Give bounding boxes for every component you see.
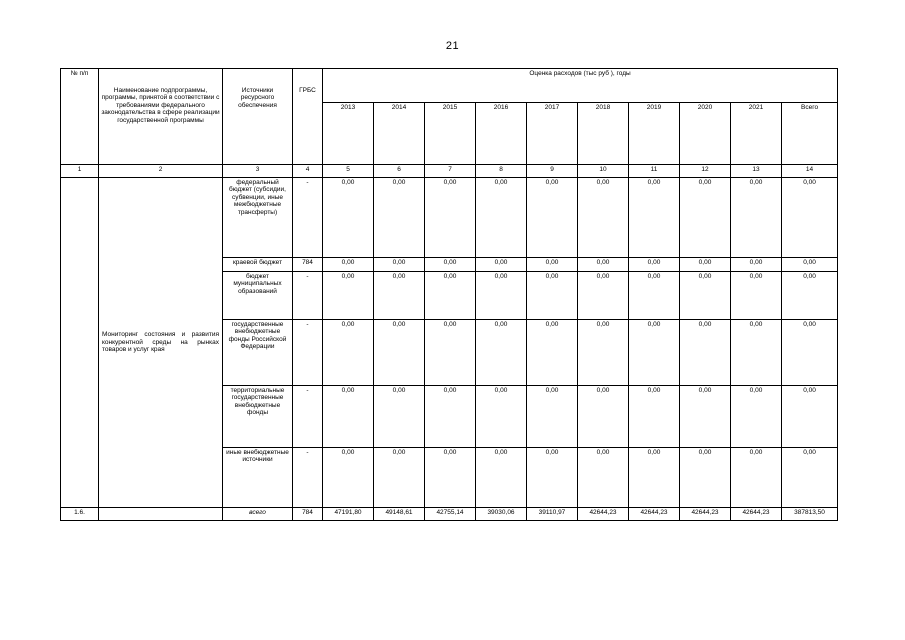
expense-value: 0,00 <box>782 272 838 320</box>
column-number: 7 <box>425 165 476 178</box>
column-number: 8 <box>476 165 527 178</box>
expense-value: 0,00 <box>374 448 425 508</box>
header-num: № п/п <box>61 69 99 165</box>
total-value: 39030,06 <box>476 508 527 521</box>
expense-value: 0,00 <box>527 258 578 272</box>
expense-value: 0,00 <box>476 258 527 272</box>
header-source: Источники ресурсного обеспечения <box>223 69 293 165</box>
expense-value: 0,00 <box>629 386 680 448</box>
expense-value: 0,00 <box>578 320 629 386</box>
expense-value: 0,00 <box>425 178 476 258</box>
column-number: 5 <box>323 165 374 178</box>
column-number: 3 <box>223 165 293 178</box>
expense-value: 0,00 <box>629 272 680 320</box>
expense-value: 0,00 <box>629 178 680 258</box>
header-grbs: ГРБС <box>293 69 323 165</box>
expense-value: 0,00 <box>476 448 527 508</box>
expense-value: 0,00 <box>374 386 425 448</box>
funding-source: иные внебюджетные источники <box>223 448 293 508</box>
expense-value: 0,00 <box>374 320 425 386</box>
program-name: Мониторинг состояния и развития конкурентной среды на рынках товаров и услуг края <box>99 178 223 508</box>
expense-value: 0,00 <box>425 320 476 386</box>
total-value: 42644,23 <box>578 508 629 521</box>
expense-value: 0,00 <box>680 272 731 320</box>
source-row <box>61 178 838 258</box>
expense-value: 0,00 <box>425 386 476 448</box>
expense-value: 0,00 <box>323 448 374 508</box>
total-value: 42644,23 <box>680 508 731 521</box>
expense-value: 0,00 <box>629 258 680 272</box>
expense-value: 0,00 <box>731 320 782 386</box>
expense-value: 0,00 <box>374 272 425 320</box>
funding-source: бюджет муниципальных образований <box>223 272 293 320</box>
expense-value: 0,00 <box>731 386 782 448</box>
total-label: всего <box>223 508 293 521</box>
page-number: 21 <box>445 40 460 52</box>
column-number: 10 <box>578 165 629 178</box>
expense-value: 0,00 <box>731 448 782 508</box>
column-number: 2 <box>99 165 223 178</box>
expense-value: 0,00 <box>680 320 731 386</box>
year-header-total: Всего <box>782 103 838 165</box>
column-number: 12 <box>680 165 731 178</box>
row-num-cell <box>61 178 99 508</box>
expense-value: 0,00 <box>629 320 680 386</box>
expense-value: 0,00 <box>578 272 629 320</box>
expense-value: 0,00 <box>782 258 838 272</box>
year-header: 2013 <box>323 103 374 165</box>
expense-value: 0,00 <box>476 272 527 320</box>
total-value: 42644,23 <box>629 508 680 521</box>
expense-value: 0,00 <box>782 448 838 508</box>
funding-source: государственные внебюджетные фонды Российской Федерации <box>223 320 293 386</box>
expense-value: 0,00 <box>578 386 629 448</box>
expense-value: 0,00 <box>527 320 578 386</box>
expense-value: 0,00 <box>629 448 680 508</box>
expense-value: 0,00 <box>425 258 476 272</box>
column-number: 14 <box>782 165 838 178</box>
expense-value: 0,00 <box>578 178 629 258</box>
expense-value: 0,00 <box>782 178 838 258</box>
expense-value: 0,00 <box>527 386 578 448</box>
total-value: 47191,80 <box>323 508 374 521</box>
funding-source: краевой бюджет <box>223 258 293 272</box>
expense-value: 0,00 <box>323 178 374 258</box>
expense-value: 0,00 <box>323 272 374 320</box>
year-header: 2019 <box>629 103 680 165</box>
expense-value: 0,00 <box>782 320 838 386</box>
grbs-code: - <box>293 320 323 386</box>
grbs-code: - <box>293 272 323 320</box>
column-number: 1 <box>61 165 99 178</box>
funding-source: федеральный бюджет (субсидии, субвенции, иные межбюджетные трансферты) <box>223 178 293 258</box>
column-number: 13 <box>731 165 782 178</box>
expense-value: 0,00 <box>425 272 476 320</box>
expense-value: 0,00 <box>680 386 731 448</box>
total-value: 39110,97 <box>527 508 578 521</box>
expense-value: 0,00 <box>680 448 731 508</box>
expense-value: 0,00 <box>782 386 838 448</box>
expense-value: 0,00 <box>323 258 374 272</box>
year-header: 2017 <box>527 103 578 165</box>
header-name: Наименование подпрограммы, программы, принятой в соответствии с требованиями федерального законодательства в сфере реализации государственной программы <box>99 69 223 165</box>
grbs-code: - <box>293 448 323 508</box>
year-header: 2014 <box>374 103 425 165</box>
total-value: 49148,61 <box>374 508 425 521</box>
expense-value: 0,00 <box>527 178 578 258</box>
total-value: 42755,14 <box>425 508 476 521</box>
funding-source: территориальные государственные внебюджетные фонды <box>223 386 293 448</box>
expense-value: 0,00 <box>731 258 782 272</box>
expense-value: 0,00 <box>374 258 425 272</box>
expense-value: 0,00 <box>476 178 527 258</box>
expense-value: 0,00 <box>476 320 527 386</box>
expense-value: 0,00 <box>323 320 374 386</box>
grbs-code: - <box>293 178 323 258</box>
grbs-code: 784 <box>293 258 323 272</box>
expense-value: 0,00 <box>425 448 476 508</box>
year-header: 2020 <box>680 103 731 165</box>
column-number: 6 <box>374 165 425 178</box>
expense-value: 0,00 <box>476 386 527 448</box>
expense-value: 0,00 <box>680 258 731 272</box>
total-empty-cell <box>99 508 223 521</box>
year-header: 2018 <box>578 103 629 165</box>
grbs-code: - <box>293 386 323 448</box>
year-header: 2015 <box>425 103 476 165</box>
total-num: 1.6. <box>61 508 99 521</box>
total-row <box>61 508 838 521</box>
expense-value: 0,00 <box>374 178 425 258</box>
budget-table <box>60 68 838 521</box>
expense-value: 0,00 <box>527 272 578 320</box>
expense-value: 0,00 <box>578 258 629 272</box>
column-number: 4 <box>293 165 323 178</box>
header-estimate: Оценка расходов (тыс руб ), годы <box>323 69 838 103</box>
expense-value: 0,00 <box>323 386 374 448</box>
year-header: 2016 <box>476 103 527 165</box>
column-number: 9 <box>527 165 578 178</box>
expense-value: 0,00 <box>731 178 782 258</box>
header-row-1 <box>61 69 838 103</box>
total-value-sum: 387813,50 <box>782 508 838 521</box>
column-number: 11 <box>629 165 680 178</box>
total-value: 42644,23 <box>731 508 782 521</box>
total-grbs: 784 <box>293 508 323 521</box>
column-numbers-row <box>61 165 838 178</box>
year-header: 2021 <box>731 103 782 165</box>
expense-value: 0,00 <box>731 272 782 320</box>
expense-value: 0,00 <box>527 448 578 508</box>
expense-value: 0,00 <box>680 178 731 258</box>
expense-value: 0,00 <box>578 448 629 508</box>
